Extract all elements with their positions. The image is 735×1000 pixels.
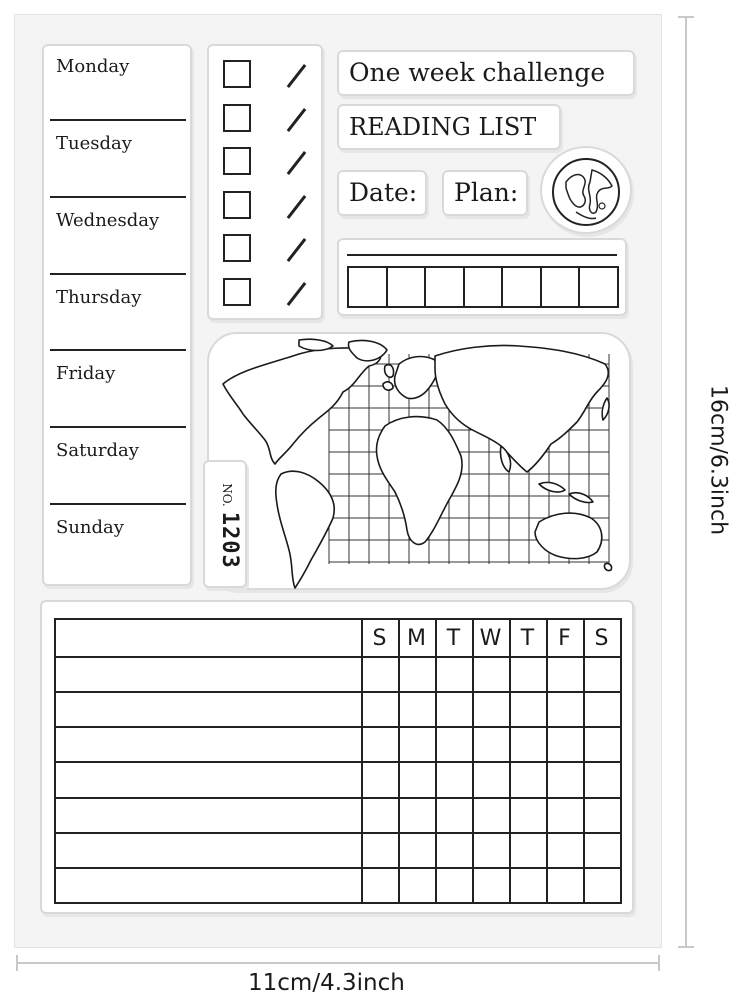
tracker-row-line — [56, 832, 620, 834]
tracker-col-line — [509, 620, 511, 902]
habit-tracker-stamp — [40, 600, 634, 914]
day-label: Wednesday — [56, 209, 160, 231]
day-label: Tuesday — [56, 132, 132, 154]
checkbox-icon — [223, 147, 251, 175]
tracker-col-line — [472, 620, 474, 902]
day-row — [50, 277, 186, 352]
strip-box — [386, 266, 427, 308]
width-dimension-label: 11cm/4.3inch — [248, 970, 405, 996]
width-dimension-cap-right — [658, 955, 660, 971]
height-dimension-line — [685, 16, 687, 948]
checkbox-icon — [223, 191, 251, 219]
tracker-col-line — [546, 620, 548, 902]
day-row — [50, 46, 186, 121]
weekday-header: F — [558, 626, 571, 651]
tracker-col-line — [583, 620, 585, 902]
day-label: Sunday — [56, 517, 124, 539]
checkbox-icon — [223, 104, 251, 132]
checkbox-icon — [223, 234, 251, 262]
number-stamp-text — [212, 466, 242, 586]
strip-box — [424, 266, 465, 308]
world-map-stamp — [207, 332, 631, 590]
days-stamp — [42, 44, 192, 586]
tracker-row-line — [56, 867, 620, 869]
checklist-row — [219, 234, 315, 264]
tracker-col-line — [398, 620, 400, 902]
height-dimension-label: 16cm/6.3inch — [705, 384, 731, 536]
checklist-row — [219, 278, 315, 308]
strip-box — [347, 266, 388, 308]
week-strip-stamp — [337, 238, 627, 316]
height-dimension-cap-top — [678, 16, 694, 18]
weekday-header: T — [446, 626, 461, 651]
day-row — [50, 430, 186, 505]
globe-icon — [552, 158, 620, 226]
strip-box — [578, 266, 619, 308]
checkbox-icon — [223, 60, 251, 88]
tracker-row-line — [56, 691, 620, 693]
checklist-row — [219, 104, 315, 134]
strip-line — [347, 254, 617, 256]
slash-mark — [287, 151, 307, 175]
strip-box — [501, 266, 542, 308]
checkbox-icon — [223, 278, 251, 306]
slash-mark — [287, 282, 307, 306]
number-stamp — [203, 460, 247, 588]
slash-mark — [287, 108, 307, 132]
strip-box — [540, 266, 581, 308]
tracker-row-line — [56, 797, 620, 799]
weekday-header: T — [520, 626, 535, 651]
weekday-header: M — [407, 626, 426, 651]
number-value: 1203 — [217, 511, 242, 569]
strip-boxes — [347, 266, 617, 308]
strip-box — [463, 266, 504, 308]
day-label: Thursday — [56, 286, 142, 308]
slash-mark — [287, 195, 307, 219]
reading-list-label: READING LIST — [337, 104, 561, 150]
weekday-header: S — [372, 626, 387, 651]
tracker-col-line — [435, 620, 437, 902]
checklist-row — [219, 147, 315, 177]
challenge-label: One week challenge — [337, 50, 635, 96]
height-dimension-cap-bottom — [678, 946, 694, 948]
date-label: Date: — [337, 170, 427, 216]
day-row — [50, 353, 186, 428]
day-label: Friday — [56, 363, 116, 385]
checklist-stamp — [207, 44, 323, 320]
weekday-header: W — [479, 626, 502, 651]
number-prefix: NO. — [220, 483, 234, 507]
day-row — [50, 200, 186, 275]
tracker-row-line — [56, 656, 620, 658]
slash-mark — [287, 238, 307, 262]
tracker-row-line — [56, 761, 620, 763]
width-dimension-cap-left — [16, 955, 18, 971]
globe-stamp — [540, 146, 632, 234]
plan-label: Plan: — [442, 170, 528, 216]
day-row — [50, 123, 186, 198]
day-row — [50, 507, 186, 582]
habit-tracker-grid — [54, 618, 622, 904]
weekday-header: S — [594, 626, 609, 651]
width-dimension-line — [16, 962, 660, 964]
day-label: Saturday — [56, 440, 139, 462]
slash-mark — [287, 64, 307, 88]
world-map-icon — [209, 334, 633, 592]
tracker-col-line — [361, 620, 363, 902]
day-label: Monday — [56, 56, 130, 77]
checklist-row — [219, 191, 315, 221]
checklist-row — [219, 60, 315, 90]
tracker-row-line — [56, 726, 620, 728]
